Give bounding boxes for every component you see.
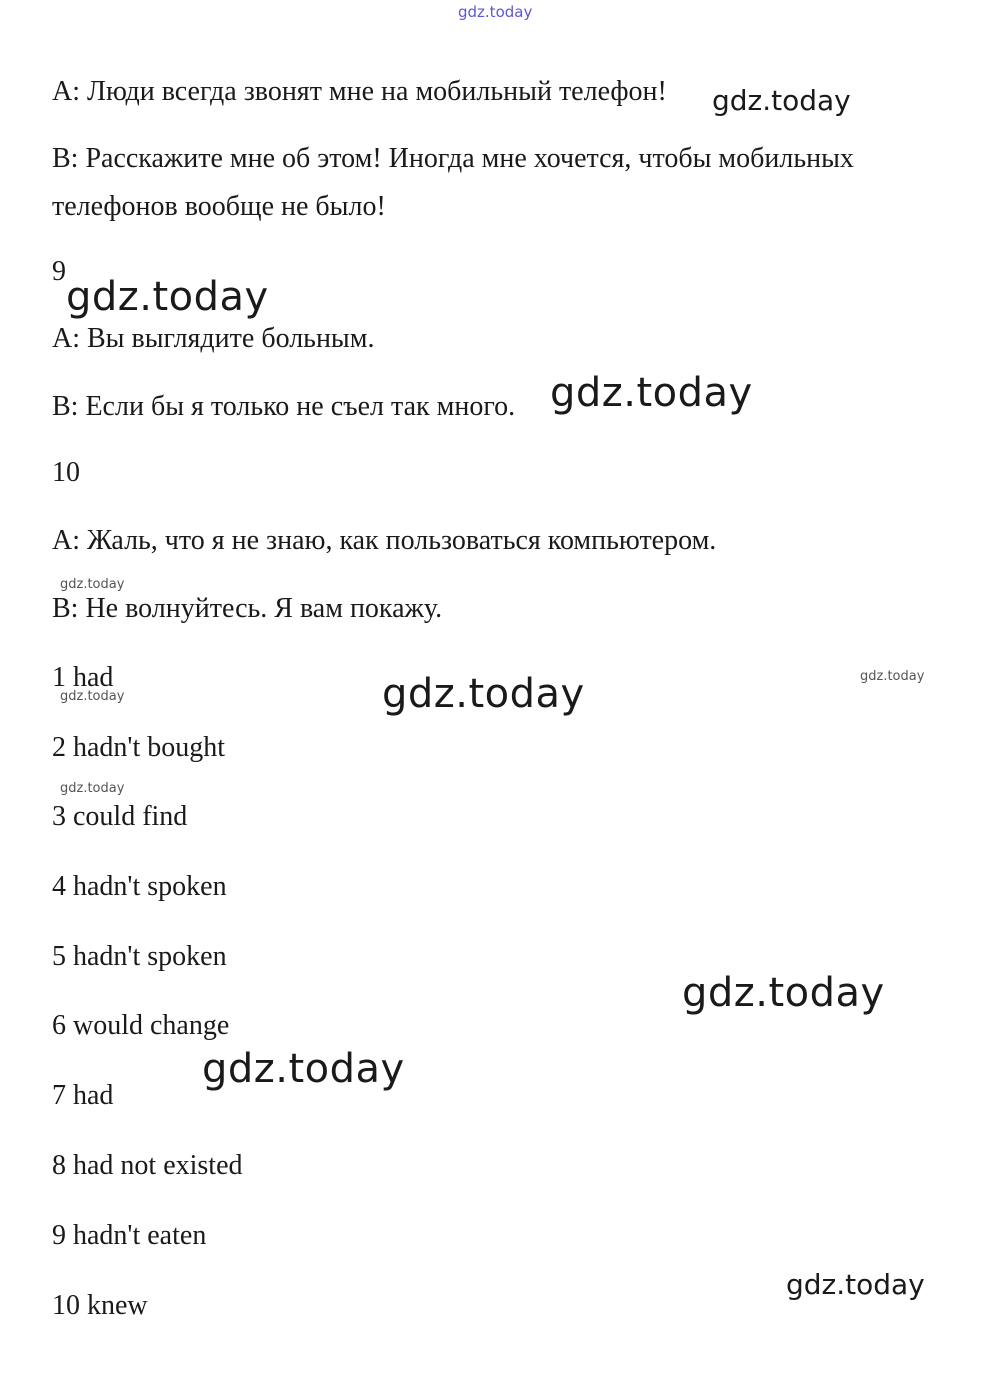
watermark: gdz.today	[60, 781, 125, 796]
dialogue-line-a-sick: A: Вы выглядите больным.	[52, 323, 375, 354]
watermark: gdz.today	[60, 577, 125, 592]
dialogue-number-9: 9	[52, 256, 66, 287]
answer-item-8: 8 had not existed	[52, 1150, 243, 1181]
answer-item-4: 4 hadn't spoken	[52, 871, 227, 902]
answer-item-5: 5 hadn't spoken	[52, 941, 227, 972]
answer-item-3: 3 could find	[52, 801, 188, 832]
watermark: gdz.today	[682, 970, 885, 1016]
dialogue-line-b-phone: B: Расскажите мне об этом! Иногда мне хочется, чтобы мобильных	[52, 143, 854, 174]
dialogue-line-a-phone: A: Люди всегда звонят мне на мобильный телефон!	[52, 76, 667, 107]
answer-item-6: 6 would change	[52, 1010, 230, 1041]
dialogue-line-b-computer: B: Не волнуйтесь. Я вам покажу.	[52, 593, 443, 624]
answer-item-2: 2 hadn't bought	[52, 732, 226, 763]
answer-item-7: 7 had	[52, 1080, 114, 1111]
answer-item-10: 10 knew	[52, 1290, 148, 1321]
answer-item-1: 1 had	[52, 662, 114, 693]
watermark: gdz.today	[860, 669, 925, 684]
watermark: gdz.today	[712, 84, 851, 117]
dialogue-number-10: 10	[52, 457, 80, 488]
watermark: gdz.today	[382, 671, 585, 717]
answer-item-9: 9 hadn't eaten	[52, 1220, 207, 1251]
watermark: gdz.today	[786, 1268, 925, 1301]
dialogue-line-a-computer: A: Жаль, что я не знаю, как пользоваться компьютером.	[52, 525, 717, 556]
watermark: gdz.today	[66, 274, 269, 320]
watermark: gdz.today	[60, 689, 125, 704]
dialogue-line-b-sick: B: Если бы я только не съел так много.	[52, 391, 516, 422]
dialogue-line-b-phone-continued: телефонов вообще не было!	[52, 191, 386, 222]
watermark: gdz.today	[202, 1046, 405, 1092]
watermark: gdz.today	[550, 370, 753, 416]
watermark: gdz.today	[458, 3, 533, 21]
